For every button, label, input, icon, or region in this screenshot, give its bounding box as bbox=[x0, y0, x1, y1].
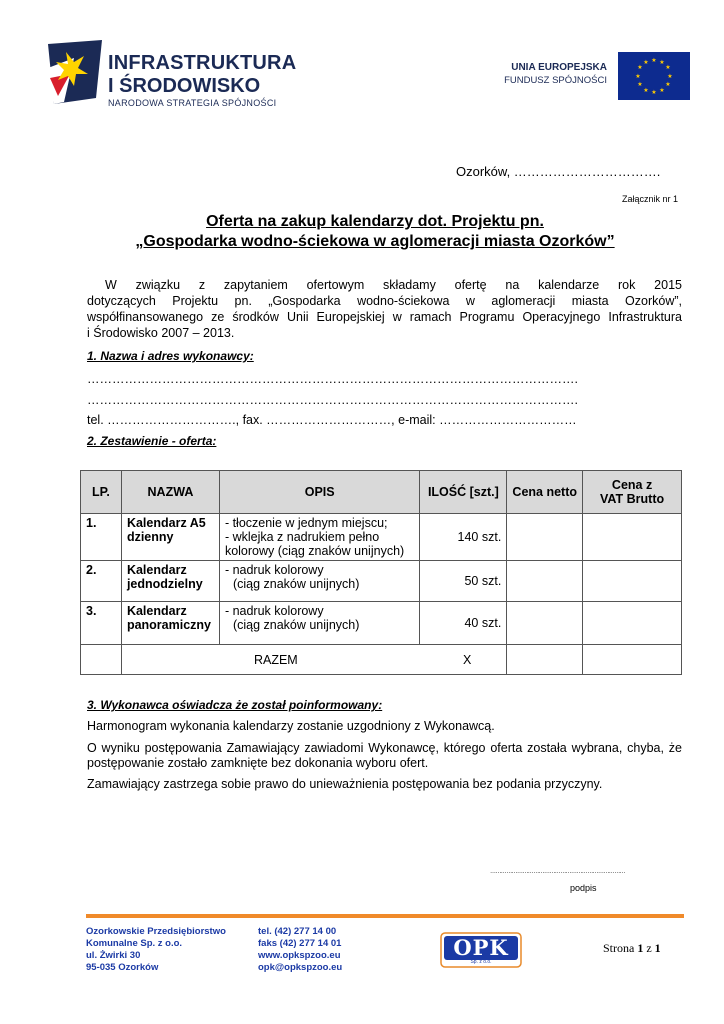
row-opis bbox=[219, 602, 420, 645]
title-line1: Oferta na zakup kalendarzy dot. Projektu pn. bbox=[206, 213, 544, 230]
row-nazwa bbox=[121, 514, 219, 561]
intro-line1: W związku z zapytaniem ofertowym składamy ofertę na kalendarze rok 2015 bbox=[105, 278, 682, 292]
row-nazwa-line2: jednodzielny bbox=[126, 577, 203, 591]
eu-logo bbox=[500, 52, 690, 102]
contractor-contact-line: tel. …………………………., fax. …………………………, e-mail: …………………………… bbox=[87, 413, 577, 427]
header-ilosc: ILOŚĆ [szt.] bbox=[420, 471, 507, 514]
row-netto-input[interactable] bbox=[507, 561, 583, 602]
place-date: Ozorków, ……………………………. bbox=[456, 164, 661, 179]
row-nazwa-line1: Kalendarz bbox=[126, 604, 187, 618]
attachment-label: Załącznik nr 1 bbox=[622, 194, 679, 204]
row-brutto-input[interactable] bbox=[583, 514, 682, 561]
intro-line2: dotyczących Projektu pn. „Gospodarka wodno-ściekowa w aglomeracji miasta Ozorków”, bbox=[87, 294, 682, 308]
footer-company bbox=[86, 926, 226, 974]
svg-text:★: ★ bbox=[665, 64, 671, 71]
footer-phone: tel. (42) 277 14 00 bbox=[258, 926, 337, 937]
footer-website-link[interactable]: www.opkspzoo.eu bbox=[258, 950, 341, 961]
row-brutto-input[interactable] bbox=[583, 602, 682, 645]
svg-text:★: ★ bbox=[659, 59, 665, 66]
section3-p3: Zamawiający zastrzega sobie prawo do unieważnienia postępowania bez podania przyczyny. bbox=[87, 777, 603, 791]
header-nazwa: NAZWA bbox=[121, 471, 219, 514]
section3-heading: 3. Wykonawca oświadcza że został poinformowany: bbox=[87, 698, 383, 712]
table-row bbox=[81, 561, 682, 602]
row-opis-line2: (ciąg znaków unijnych) bbox=[232, 577, 360, 591]
total-cell bbox=[121, 645, 506, 675]
footer-company-line: Ozorkowskie Przedsiębiorstwo bbox=[86, 926, 226, 937]
row-ilosc: 140 szt. bbox=[420, 514, 507, 561]
signature-dots: ………………………………………………………………… bbox=[490, 869, 626, 875]
eu-line1: UNIA EUROPEJSKA bbox=[511, 62, 607, 73]
signature-label: podpis bbox=[570, 883, 597, 893]
section1-heading: 1. Nazwa i adres wykonawcy: bbox=[87, 349, 254, 363]
svg-text:★: ★ bbox=[651, 57, 657, 64]
opk-logo-sub: Sp. z o.o. bbox=[470, 959, 492, 965]
row-ilosc: 40 szt. bbox=[420, 602, 507, 645]
footer-divider bbox=[86, 914, 684, 918]
footer-contact bbox=[258, 926, 342, 974]
row-nazwa-line2: panoramiczny bbox=[126, 618, 212, 632]
footer-email-link[interactable]: opk@opkspzoo.eu bbox=[258, 962, 343, 973]
svg-text:★: ★ bbox=[651, 89, 657, 96]
total-brutto-input[interactable] bbox=[583, 645, 682, 675]
total-netto-input[interactable] bbox=[507, 645, 583, 675]
row-netto-input[interactable] bbox=[507, 602, 583, 645]
opk-logo bbox=[440, 932, 522, 968]
row-opis-line3: kolorowy (ciąg znaków unijnych) bbox=[224, 544, 405, 558]
offer-table bbox=[80, 470, 682, 675]
header-brutto-line1: Cena z bbox=[611, 478, 653, 492]
page-sep: z bbox=[646, 941, 652, 955]
svg-text:★: ★ bbox=[667, 73, 673, 80]
row-opis-line2: - wklejka z nadrukiem pełno bbox=[224, 530, 380, 544]
row-nazwa-line2: dzienny bbox=[126, 530, 174, 544]
row-opis-line1: - tłoczenie w jednym miejscu; bbox=[224, 516, 388, 530]
header-brutto bbox=[583, 471, 682, 514]
row-lp: 1. bbox=[81, 514, 122, 561]
footer-fax: faks (42) 277 14 01 bbox=[258, 938, 342, 949]
row-opis-line2: (ciąg znaków unijnych) bbox=[232, 618, 360, 632]
row-opis-line1: - nadruk kolorowy bbox=[224, 563, 324, 577]
table-row bbox=[81, 602, 682, 645]
logo-line2: I ŚRODOWISKO bbox=[108, 75, 261, 97]
table-total-row bbox=[81, 645, 682, 675]
intro-line3: współfinansowanego ze środków Unii Europejskiej w ramach Programu Operacyjnego Infrastruktura bbox=[87, 310, 682, 324]
row-opis bbox=[219, 561, 420, 602]
table-header-row bbox=[81, 471, 682, 514]
header-opis: OPIS bbox=[219, 471, 420, 514]
row-lp: 3. bbox=[81, 602, 122, 645]
svg-text:★: ★ bbox=[643, 87, 649, 94]
section3-p2-line2: postępowanie zostało zamknięte bez dokonania wyboru ofert. bbox=[87, 756, 429, 770]
eu-flag-icon bbox=[618, 52, 690, 100]
title-line2: „Gospodarka wodno-ściekowa w aglomeracji miasta Ozorków” bbox=[135, 233, 615, 250]
row-opis-line1: - nadruk kolorowy bbox=[224, 604, 324, 618]
flag-logo-icon bbox=[44, 38, 106, 108]
footer-company-line: ul. Żwirki 30 bbox=[86, 950, 141, 961]
contractor-line2: ………………………………………………………………………………………………………. bbox=[87, 393, 578, 407]
contractor-line1: ………………………………………………………………………………………………………. bbox=[87, 372, 578, 386]
footer-company-line: Komunalne Sp. z o.o. bbox=[86, 938, 183, 949]
row-nazwa-line1: Kalendarz A5 bbox=[126, 516, 206, 530]
page-prefix: Strona bbox=[603, 941, 635, 955]
row-nazwa-line1: Kalendarz bbox=[126, 563, 187, 577]
section3-p2-line1: O wyniku postępowania Zamawiający zawiadomi Wykonawcę, którego oferta została wybrana, chyba, że bbox=[87, 741, 682, 755]
opk-logo-text: OPK bbox=[453, 935, 509, 960]
row-opis bbox=[219, 514, 420, 561]
svg-text:★: ★ bbox=[659, 87, 665, 94]
row-nazwa bbox=[121, 561, 219, 602]
row-netto-input[interactable] bbox=[507, 514, 583, 561]
page-total: 1 bbox=[654, 941, 661, 955]
section3-p1: Harmonogram wykonania kalendarzy zostanie uzgodniony z Wykonawcą. bbox=[87, 719, 495, 733]
svg-text:★: ★ bbox=[643, 59, 649, 66]
page-current: 1 bbox=[637, 941, 644, 955]
section2-heading: 2. Zestawienie - oferta: bbox=[87, 434, 217, 448]
svg-text:★: ★ bbox=[637, 81, 643, 88]
intro-line4: i Środowisko 2007 – 2013. bbox=[87, 326, 235, 340]
header-netto: Cena netto bbox=[507, 471, 583, 514]
svg-text:★: ★ bbox=[637, 64, 643, 71]
header-brutto-line2: VAT Brutto bbox=[600, 492, 665, 506]
logo-line1: INFRASTRUKTURA bbox=[108, 52, 297, 74]
row-lp: 2. bbox=[81, 561, 122, 602]
table-row bbox=[81, 514, 682, 561]
eu-line2: FUNDUSZ SPÓJNOŚCI bbox=[504, 75, 607, 86]
row-brutto-input[interactable] bbox=[583, 561, 682, 602]
row-nazwa bbox=[121, 602, 219, 645]
page-number bbox=[603, 941, 661, 956]
svg-text:★: ★ bbox=[665, 81, 671, 88]
total-label: RAZEM bbox=[253, 652, 298, 667]
total-x: X bbox=[462, 652, 472, 667]
header-lp: LP. bbox=[81, 471, 122, 514]
row-ilosc: 50 szt. bbox=[420, 561, 507, 602]
svg-text:★: ★ bbox=[635, 73, 641, 80]
logo-line3: NARODOWA STRATEGIA SPÓJNOŚCI bbox=[108, 98, 277, 108]
footer-company-line: 95-035 Ozorków bbox=[86, 962, 159, 973]
infrastruktura-logo bbox=[44, 38, 297, 118]
